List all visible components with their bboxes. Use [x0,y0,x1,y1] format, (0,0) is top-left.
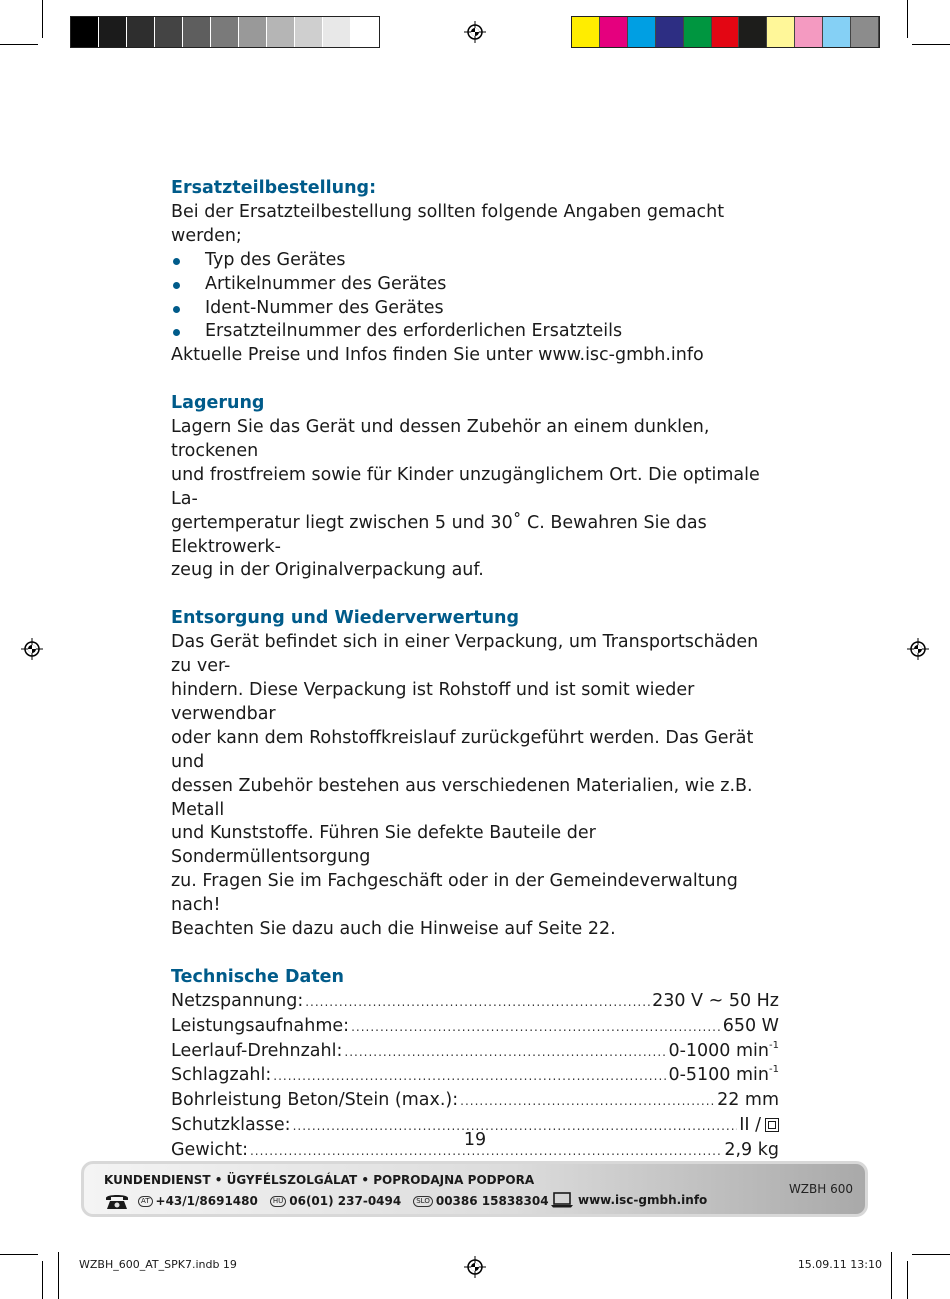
color-swatch [628,17,656,47]
list-item-text: Ident-Nummer des Gerätes [205,297,444,318]
color-swatch [795,17,823,47]
section-spare-parts [171,177,779,368]
phone-number: +43/1/8691480 [155,1194,258,1208]
crop-mark [42,0,43,38]
spec-label: Schutzklasse: [171,1115,291,1136]
leader-dots [351,1016,721,1040]
crop-mark [912,1254,950,1255]
spec-value [668,1064,779,1088]
spec-label: Bohrleistung Beton/Stein (max.): [171,1090,459,1111]
text-line: zeug in der Originalverpackung auf. [171,560,484,581]
color-swatch [684,17,712,47]
crop-mark [42,1261,43,1299]
section-disposal [171,607,779,942]
color-swatch [239,17,267,47]
model-label: WZBH 600 [788,1182,853,1196]
unit-exponent: -1 [769,1064,779,1076]
list-item [171,320,779,344]
spec-value-text: 230 V ~ 50 Hz [652,990,779,1011]
registration-mark-icon [907,638,929,660]
registration-mark-icon [464,1256,486,1278]
spec-value-text: 650 W [722,1015,779,1036]
text-line: und Kunststoffe. Führen Sie defekte Bauteile der Sondermüllentsorgung [171,823,596,868]
color-swatch [712,17,740,47]
page-number: 19 [463,1130,487,1150]
spec-value-text: 2,9 kg [724,1140,779,1161]
color-swatch [211,17,239,47]
print-slug-file: WZBH_600_AT_SPK7.indb 19 [79,1258,237,1271]
list-item [171,249,779,273]
color-swatch [351,17,379,47]
spec-row [171,1089,779,1114]
section-heading: Ersatzteilbestellung: [171,178,377,198]
print-slug-datetime: 15.09.11 13:10 [797,1258,882,1271]
spec-label: Netzspannung: [171,990,304,1011]
text-line: Das Gerät befindet sich in einer Verpackung, um Transportschäden zu ver- [171,632,759,677]
phone-number: 06(01) 237-0494 [289,1194,402,1208]
telephone-icon [104,1192,130,1210]
section-outro: Aktuelle Preise und Infos finden Sie unter www.isc-gmbh.info [171,345,704,366]
unit-exponent: -1 [769,1039,779,1051]
list-item [171,297,779,321]
bullet-icon [173,258,180,265]
color-swatch [767,17,795,47]
bullet-list [171,249,779,345]
color-swatch [572,17,600,47]
spec-value-text: 22 mm [717,1090,779,1111]
bullet-icon [173,282,180,289]
phone-number: 00386 15838304 [435,1194,549,1208]
color-swatch [267,17,295,47]
crop-mark [891,1252,892,1299]
color-swatch [127,17,155,47]
bullet-icon [173,306,180,313]
crop-mark [907,0,908,38]
color-swatch [656,17,684,47]
crop-mark [912,44,950,45]
spec-value [668,1040,779,1064]
text-line: oder kann dem Rohstoffkreislauf zurückgeführt werden. Das Gerät und [171,727,754,772]
color-swatch [600,17,628,47]
text-line: hindern. Diese Verpackung ist Rohstoff und ist somit wieder verwendbar [171,680,695,724]
text-line: und frostfreiem sowie für Kinder unzugänglichem Ort. Die optimale La- [171,464,760,509]
laptop-icon [550,1192,574,1208]
section-intro: Bei der Ersatzteilbestellung sollten folgende Angaben gemacht werden; [171,201,725,246]
spec-row [171,1064,779,1089]
country-badge: AT [138,1196,153,1207]
crop-mark [0,44,38,45]
spec-label: Schlagzahl: [171,1065,272,1086]
spec-value-text: 0-5100 min [668,1065,770,1086]
spec-value-text: II / [739,1115,761,1136]
country-badge: HU [270,1196,286,1207]
country-badge: SLO [413,1196,433,1207]
color-swatch [295,17,323,47]
list-item-text: Typ des Gerätes [205,249,346,270]
color-swatch [823,17,851,47]
list-item [171,273,779,297]
spec-row [171,1040,779,1065]
color-swatch [183,17,211,47]
color-swatch [851,17,879,47]
text-line: Lagern Sie das Gerät und dessen Zubehör an einem dunklen, trockenen [171,417,710,461]
grayscale-color-bar [70,16,380,48]
process-color-bar [571,16,880,48]
section-heading: Entsorgung und Wiederverwertung [171,608,520,629]
spec-row [171,990,779,1015]
color-swatch [155,17,183,47]
spec-value [652,990,779,1014]
leader-dots [344,1041,666,1065]
leader-dots [305,991,650,1015]
service-phone-row [104,1192,549,1210]
text-line: Beachten Sie dazu auch die Hinweise auf Seite 22. [171,919,616,940]
spec-value [723,1015,779,1039]
color-swatch [323,17,351,47]
spec-row [171,1015,779,1040]
website-link[interactable]: www.isc-gmbh.info [578,1193,708,1207]
text-line: zu. Fragen Sie im Fachgeschäft oder in der Gemeindeverwaltung nach! [171,871,738,916]
color-swatch [99,17,127,47]
section-storage [171,392,779,583]
text-line: dessen Zubehör bestehen aus verschiedenen Materialien, wie z.B. Metall [171,775,753,820]
spec-label: Gewicht: [171,1140,248,1161]
list-item-text: Artikelnummer des Gerätes [205,273,447,294]
service-title: KUNDENDIENST • ÜGYFÉLSZOLGÁLAT • POPRODAJNA PODPORA [104,1173,535,1187]
crop-mark [58,1252,59,1299]
color-swatch [739,17,767,47]
registration-mark-icon [464,21,486,43]
list-item-text: Ersatzteilnummer des erforderlichen Ersatzteils [205,321,623,342]
spec-value [717,1089,779,1113]
bullet-icon [173,329,180,336]
spec-value-text: 0-1000 min [668,1040,770,1061]
spec-label: Leistungsaufnahme: [171,1015,350,1036]
page-content [171,177,779,1188]
service-website[interactable] [550,1192,707,1208]
spec-label: Leerlauf-Drehnzahl: [171,1040,343,1061]
customer-service-box [81,1161,868,1217]
registration-mark-icon [21,638,43,660]
crop-mark [0,1254,38,1255]
leader-dots [460,1090,715,1114]
crop-mark [907,1261,908,1299]
section-heading: Technische Daten [171,966,345,987]
color-swatch [71,17,99,47]
text-line: gertemperatur liegt zwischen 5 und 30˚ C. Bewahren Sie das Elektrowerk- [171,512,707,557]
leader-dots [273,1065,666,1089]
section-heading: Lagerung [171,393,265,414]
